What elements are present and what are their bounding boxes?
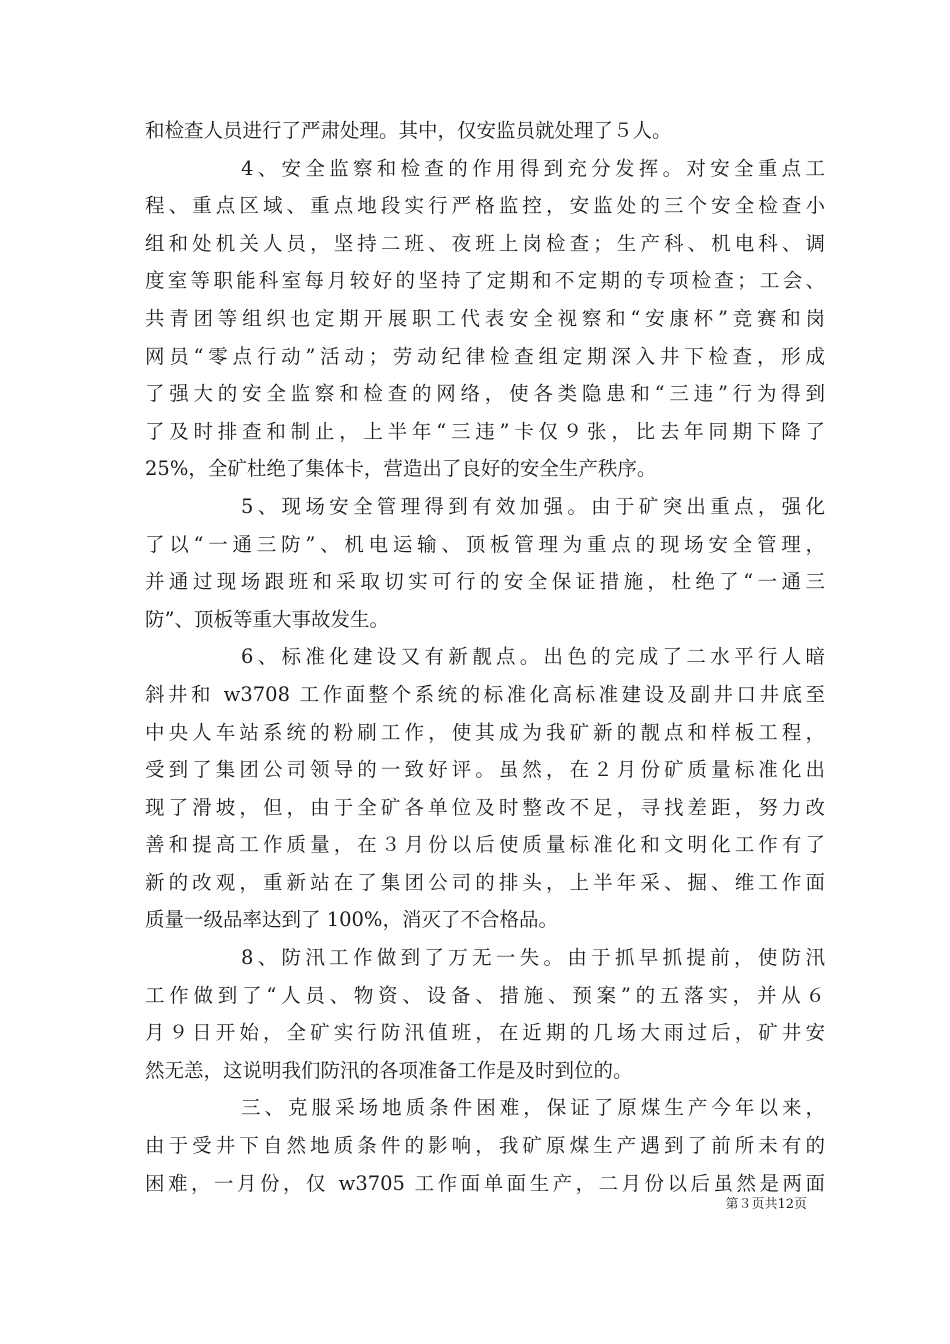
text-line: 8、防汛工作做到了万无一失。由于抓早抓提前，使防汛 <box>241 946 825 970</box>
text-line: 斜井和 w3708 工作面整个系统的标准化高标准建设及副井口井底至 <box>145 682 825 706</box>
text-line: 共青团等组织也定期开展职工代表安全视察和“安康杯”竞赛和岗 <box>145 306 825 330</box>
text-line: 和检查人员进行了严肃处理。其中，仅安监员就处理了５人。 <box>145 119 672 142</box>
page-number: 第３页共12页 <box>725 1197 807 1212</box>
text-line: 25%，全矿杜绝了集体卡，营造出了良好的安全生产秩序。 <box>145 457 657 481</box>
text-line: 了强大的安全监察和检查的网络，使各类隐患和“三违”行为得到 <box>145 382 825 406</box>
text-line: 了以“一通三防”、机电运输、顶板管理为重点的现场安全管理， <box>145 532 825 556</box>
text-line: 月９日开始，全矿实行防汛值班，在近期的几场大雨过后，矿井安 <box>145 1021 825 1045</box>
text-line: 了及时排查和制止，上半年“三违”卡仅９张，比去年同期下降了 <box>145 419 825 443</box>
text-line: 善和提高工作质量，在３月份以后使质量标准化和文明化工作有了 <box>145 833 825 857</box>
text-line: 网员“零点行动”活动；劳动纪律检查组定期深入井下检查，形成 <box>145 344 825 368</box>
text-line: 现了滑坡，但，由于全矿各单位及时整改不足，寻找差距，努力改 <box>145 795 825 819</box>
document-body <box>145 112 825 1202</box>
text-line: 质量一级品率达到了 100%，消灭了不合格品。 <box>145 908 558 932</box>
text-line: 组和处机关人员，坚持二班、夜班上岗检查；生产科、机电科、调 <box>145 231 825 255</box>
text-line: 然无恙，这说明我们防汛的各项准备工作是及时到位的。 <box>145 1058 633 1082</box>
text-line: 4、安全监察和检查的作用得到充分发挥。对安全重点工 <box>241 156 825 180</box>
text-line: 三、克服采场地质条件困难，保证了原煤生产今年以来， <box>241 1096 825 1120</box>
text-line: 新的改观，重新站在了集团公司的排头，上半年采、掘、维工作面 <box>145 870 825 894</box>
text-line: 工作做到了“人员、物资、设备、措施、预案”的五落实，并从６ <box>145 983 825 1007</box>
text-line: 受到了集团公司领导的一致好评。虽然，在２月份矿质量标准化出 <box>145 758 825 782</box>
text-line: 度室等职能科室每月较好的坚持了定期和不定期的专项检查；工会、 <box>145 269 825 293</box>
text-line: 程、重点区域、重点地段实行严格监控，安监处的三个安全检查小 <box>145 194 825 218</box>
text-line: 防”、顶板等重大事故发生。 <box>145 607 389 631</box>
text-line: 中央人车站系统的粉刷工作，使其成为我矿新的靓点和样板工程， <box>145 720 825 744</box>
text-line: 5、现场安全管理得到有效加强。由于矿突出重点，强化 <box>241 494 825 518</box>
text-line: 6、标准化建设又有新靓点。出色的完成了二水平行人暗 <box>241 645 825 669</box>
text-line: 困难，一月份，仅 w3705 工作面单面生产，二月份以后虽然是两面 <box>145 1171 825 1195</box>
text-line: 由于受井下自然地质条件的影响，我矿原煤生产遇到了前所未有的 <box>145 1134 825 1158</box>
text-line: 并通过现场跟班和采取切实可行的安全保证措施，杜绝了“一通三 <box>145 570 825 594</box>
